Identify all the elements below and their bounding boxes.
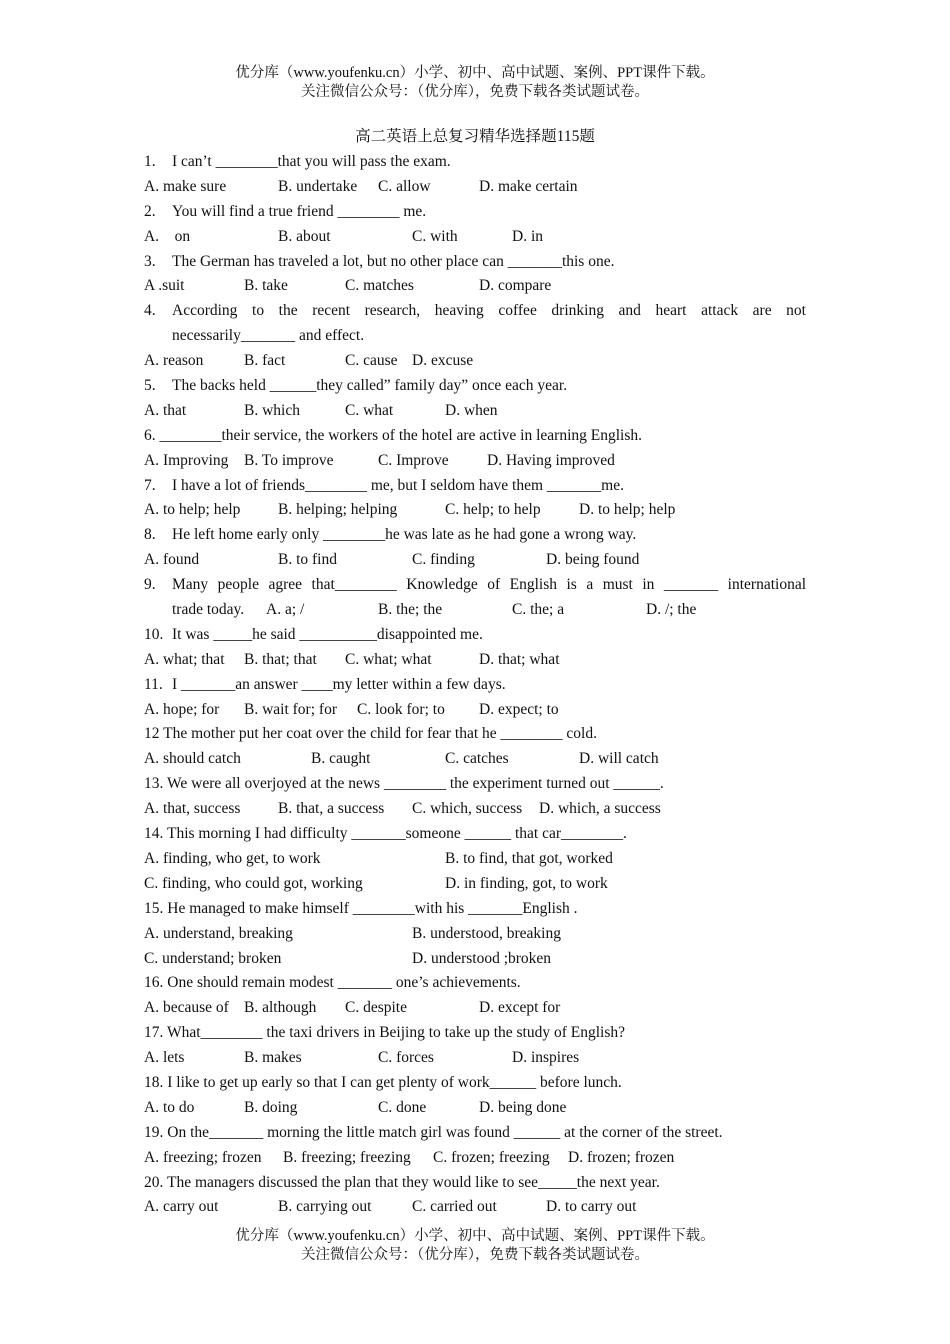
option-b: B. freezing; freezing [283, 1148, 411, 1166]
question-11 [144, 673, 806, 698]
option-c: C. understand; broken [144, 949, 282, 967]
option-b: B. undertake [278, 177, 358, 195]
option-a: A. should catch [144, 750, 241, 768]
option-b: B. carrying out [278, 1198, 372, 1216]
question-text: It was _____he said __________disappointed me. [172, 625, 483, 643]
options-14-ab [144, 847, 806, 872]
option-a: A. carry out [144, 1198, 219, 1216]
option-c: C. carried out [412, 1198, 497, 1216]
question-text: You will find a true friend ________ me. [172, 202, 427, 220]
question-text: He left home early only ________he was late as he had gone a wrong way. [172, 526, 637, 544]
question-19 [144, 1121, 806, 1146]
footer-line-1: 优分库（www.youfenku.cn）小学、初中、高中试题、案例、PPT课件下载。 [235, 1228, 715, 1244]
question-number: 4. [144, 302, 156, 320]
question-text: The German has traveled a lot, but no other place can _______this one. [172, 252, 615, 270]
options-1 [144, 175, 806, 200]
option-b: B. understood, breaking [412, 924, 561, 942]
question-8 [144, 523, 806, 548]
question-7 [144, 474, 806, 499]
option-a: A. freezing; frozen [144, 1148, 262, 1166]
option-b: B. that; that [244, 650, 317, 668]
option-c: C. help; to help [445, 501, 541, 519]
option-d: D. which, a success [539, 800, 661, 818]
option-a: A. to help; help [144, 501, 241, 519]
option-c: C. allow [378, 177, 431, 195]
option-b: B. to find [278, 551, 337, 569]
option-c: C. with [412, 227, 458, 245]
header-line-2: 关注微信公众号：（优分库），免费下载各类试题试卷。 [301, 84, 649, 100]
option-d: D. to help; help [579, 501, 676, 519]
question-number: 14. [144, 825, 164, 843]
option-d: D. excuse [412, 352, 474, 370]
question-number: 5. [144, 377, 156, 395]
footer-banner [0, 1227, 950, 1265]
options-5 [144, 399, 806, 424]
option-d: D. make certain [479, 177, 578, 195]
option-c: C. finding [412, 551, 475, 569]
page-title: 高二英语上总复习精华选择题115题 [355, 128, 595, 145]
option-b: B. makes [244, 1049, 302, 1067]
option-c: C. what; what [345, 650, 432, 668]
question-number: 8. [144, 526, 156, 544]
question-number: 3. [144, 252, 156, 270]
options-20 [144, 1195, 806, 1220]
question-text: ________their service, the workers of the hotel are active in learning English. [159, 426, 642, 444]
question-text: This morning I had difficulty _______someone ______ that car________. [166, 825, 627, 843]
options-15-ab [144, 922, 806, 947]
question-17 [144, 1021, 806, 1046]
option-b: B. take [244, 277, 288, 295]
option-d: D. expect; to [479, 700, 559, 718]
options-12 [144, 747, 806, 772]
option-b: B. which [244, 401, 300, 419]
option-a: A. understand, breaking [144, 924, 293, 942]
option-d: D. that; what [479, 650, 560, 668]
question-number: 20. [144, 1173, 164, 1191]
question-9-continued [144, 598, 806, 623]
question-15 [144, 897, 806, 922]
question-number: 13. [144, 775, 164, 793]
question-text: I _______an answer ____my letter within a few days. [172, 675, 506, 693]
option-b: B. about [278, 227, 331, 245]
question-text: One should remain modest _______ one’s achievements. [167, 974, 521, 992]
options-13 [144, 797, 806, 822]
question-20 [144, 1171, 806, 1196]
option-a: A. finding, who get, to work [144, 849, 321, 867]
question-text-continued: trade today. [172, 601, 245, 619]
option-c: C. what [345, 401, 394, 419]
question-6 [144, 424, 806, 449]
question-text: On the_______ morning the little match girl was found ______ at the corner of the street. [167, 1123, 723, 1141]
question-number: 7. [144, 476, 156, 494]
option-a: A .suit [144, 277, 185, 295]
question-number: 1. [144, 153, 156, 170]
question-text: The backs held ______they called” family day” once each year. [172, 377, 568, 395]
option-a: A. reason [144, 352, 204, 370]
option-c: C. look for; to [357, 700, 445, 718]
question-number: 15. [144, 899, 164, 917]
option-b: B. that, a success [278, 800, 385, 818]
option-c: C. cause [345, 352, 398, 370]
option-c: C. which, success [412, 800, 523, 818]
question-16 [144, 971, 806, 996]
options-10 [144, 648, 806, 673]
option-a: A. hope; for [144, 700, 220, 718]
question-text: I have a lot of friends________ me, but I seldom have them _______me. [172, 476, 624, 494]
option-c: C. catches [445, 750, 509, 768]
options-3 [144, 274, 806, 299]
question-text: What________ the taxi drivers in Beijing to take up the study of English? [166, 1024, 626, 1042]
option-d: D. to carry out [546, 1198, 637, 1216]
options-2 [144, 225, 806, 250]
options-17 [144, 1046, 806, 1071]
options-19 [144, 1146, 806, 1171]
option-d: D. in finding, got, to work [445, 874, 608, 892]
option-a: A. that [144, 401, 187, 419]
option-b: B. the; the [378, 601, 443, 619]
option-d: D. except for [479, 999, 561, 1017]
question-text: The mother put her coat over the child for fear that he ________ cold. [163, 725, 597, 743]
option-d: D. in [512, 227, 543, 245]
question-text: According to the recent research, heaving coffee drinking and heart attack are not [172, 302, 806, 320]
option-b: B. caught [311, 750, 371, 768]
question-12 [144, 722, 806, 747]
question-text: I can’t ________that you will pass the exam. [172, 153, 451, 170]
question-number: 19. [144, 1123, 164, 1141]
option-c: C. despite [345, 999, 407, 1017]
options-18 [144, 1096, 806, 1121]
options-15-cd [144, 947, 806, 972]
option-b: B. although [244, 999, 317, 1017]
question-text: Many people agree that________ Knowledge of English is a must in _______ international [172, 576, 806, 594]
option-d: D. being done [479, 1098, 567, 1116]
option-a: A. found [144, 551, 200, 569]
question-text: We were all overjoyed at the news ________ the experiment turned out ______. [166, 775, 664, 793]
option-d: D. compare [479, 277, 552, 295]
option-b: B. fact [244, 352, 286, 370]
option-c: C. finding, who could got, working [144, 874, 363, 892]
question-number: 16. [144, 974, 164, 992]
options-7 [144, 498, 806, 523]
options-14-cd [144, 872, 806, 897]
option-d: D. understood ;broken [412, 949, 552, 967]
options-8 [144, 548, 806, 573]
question-5 [144, 374, 806, 399]
question-text: The managers discussed the plan that they would like to see_____the next year. [166, 1173, 660, 1191]
option-c: C. matches [345, 277, 414, 295]
option-a: A. on [144, 227, 191, 245]
option-d: D. frozen; frozen [568, 1148, 675, 1166]
question-number: 17. [144, 1024, 164, 1042]
option-b: B. to find, that got, worked [445, 849, 613, 867]
option-a: A. a; / [266, 601, 305, 619]
option-c: C. frozen; freezing [433, 1148, 550, 1166]
option-d: D. will catch [579, 750, 659, 768]
option-a: A. to do [144, 1098, 195, 1116]
question-number: 2. [144, 202, 156, 220]
option-b: B. doing [244, 1098, 298, 1116]
question-number: 11. [144, 675, 163, 693]
option-a: A. that, success [144, 800, 241, 818]
header-banner [0, 64, 950, 102]
option-b: B. wait for; for [244, 700, 337, 718]
option-a: A. Improving [144, 451, 229, 469]
question-text: He managed to make himself ________with his _______English . [167, 899, 578, 917]
question-number: 6. [144, 426, 156, 444]
question-1 [144, 150, 806, 175]
footer-line-2: 关注微信公众号：（优分库），免费下载各类试题试卷。 [301, 1247, 649, 1263]
question-4-continued: necessarily_______ and effect. [172, 327, 365, 345]
option-d: D. inspires [512, 1049, 580, 1067]
option-b: B. helping; helping [278, 501, 398, 519]
question-number: 18. [144, 1073, 164, 1091]
option-c: C. done [378, 1098, 427, 1116]
question-number: 12 [144, 725, 160, 743]
option-a: A. make sure [144, 177, 227, 195]
option-c: C. forces [378, 1049, 434, 1067]
option-d: D. being found [546, 551, 640, 569]
option-a: A. lets [144, 1049, 185, 1067]
question-number: 9. [144, 576, 156, 594]
question-3 [144, 250, 806, 275]
question-text: I like to get up early so that I can get plenty of work______ before lunch. [167, 1073, 622, 1091]
header-line-1: 优分库（www.youfenku.cn）小学、初中、高中试题、案例、PPT课件下载。 [235, 65, 715, 81]
question-9 [144, 573, 806, 598]
question-number: 10. [144, 625, 164, 643]
question-10 [144, 623, 806, 648]
options-4 [144, 349, 806, 374]
option-b: B. To improve [244, 451, 334, 469]
question-14 [144, 822, 806, 847]
option-a: A. what; that [144, 650, 225, 668]
question-2 [144, 200, 806, 225]
option-d: D. when [445, 401, 498, 419]
option-c: C. the; a [512, 601, 565, 619]
options-16 [144, 996, 806, 1021]
question-4 [144, 299, 806, 324]
option-a: A. because of [144, 999, 229, 1017]
question-13 [144, 772, 806, 797]
options-6 [144, 449, 806, 474]
option-d: D. Having improved [487, 451, 615, 469]
option-d: D. /; the [646, 601, 697, 619]
question-list [144, 150, 806, 1220]
option-c: C. Improve [378, 451, 449, 469]
question-18 [144, 1071, 806, 1096]
options-11 [144, 698, 806, 723]
